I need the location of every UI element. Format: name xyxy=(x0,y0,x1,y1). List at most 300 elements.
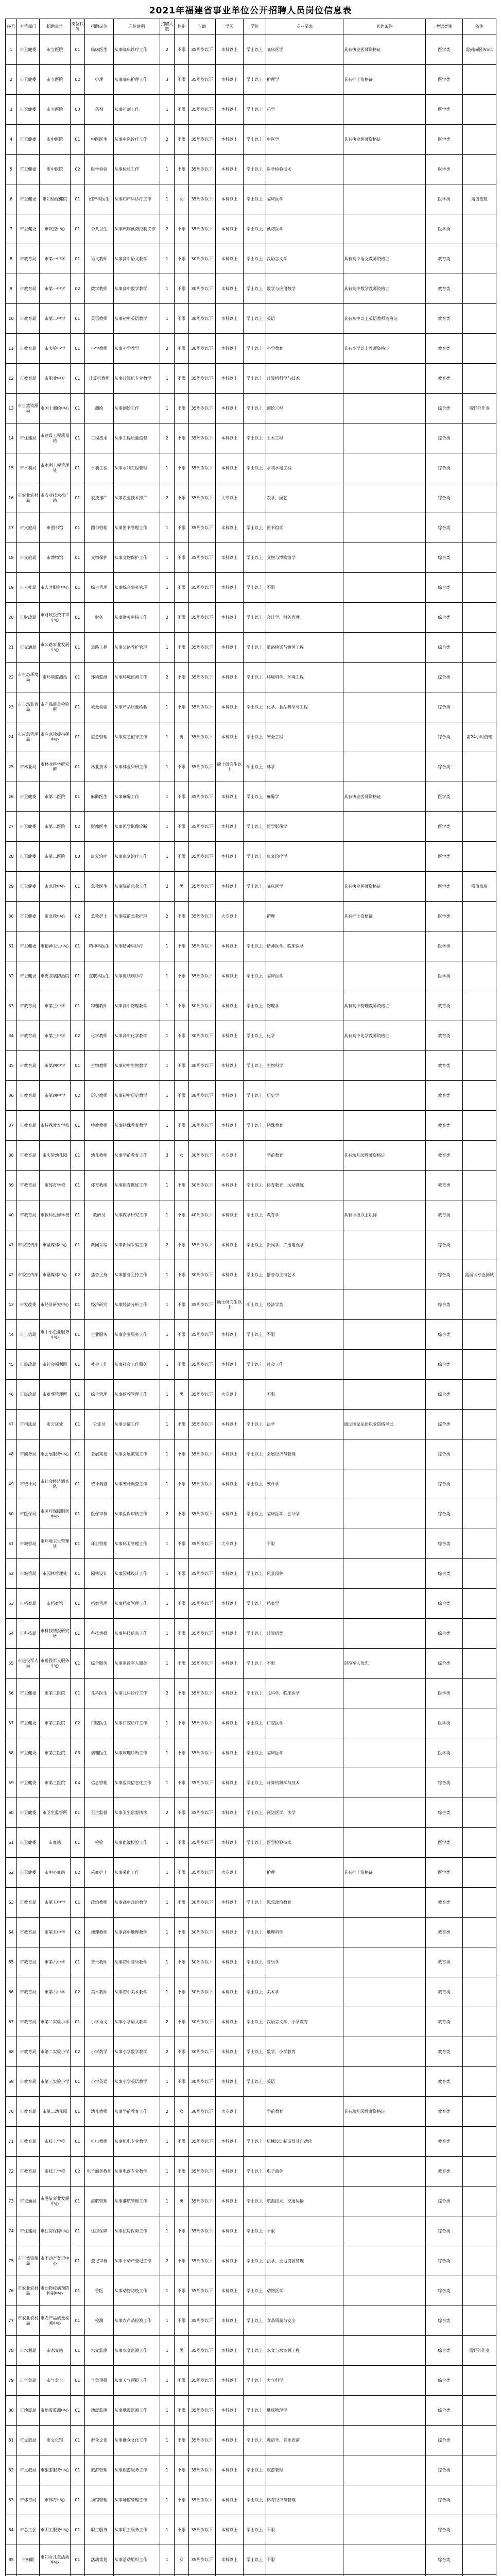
table-cell: 市工信局 xyxy=(17,1320,40,1350)
table-cell: 学士以上 xyxy=(244,782,266,812)
table-cell: 市公证处 xyxy=(40,1410,71,1439)
table-cell: 从事高中数学教学 xyxy=(114,274,160,304)
table-cell: 不限 xyxy=(175,453,189,483)
table-cell: 1 xyxy=(160,842,175,872)
table-cell: 01 xyxy=(71,453,85,483)
table-row xyxy=(6,394,496,423)
table-cell: 学士以上 xyxy=(244,1589,266,1619)
table-cell: 35周岁以下 xyxy=(189,2545,216,2575)
table-cell: 学士以上 xyxy=(244,1828,266,1858)
table-cell: 市文旅局 xyxy=(17,543,40,573)
table-cell: 01 xyxy=(71,2396,85,2426)
table-cell: 35周岁以下 xyxy=(189,2246,216,2276)
table-cell: 具有中级以上职称 xyxy=(343,1200,426,1230)
table-cell xyxy=(463,453,496,483)
table-cell: 登记审核 xyxy=(85,2246,114,2276)
table-cell: 35周岁以下 xyxy=(189,1469,216,1499)
table-cell: 医保审核 xyxy=(85,1499,114,1529)
table-cell: 35周岁以下 xyxy=(189,2336,216,2366)
table-cell: 教育类 xyxy=(426,2037,463,2067)
table-cell: 35周岁以下 xyxy=(189,423,216,453)
table-cell: 本科以上 xyxy=(216,2037,244,2067)
table-cell: 市环境监测站 xyxy=(40,663,71,692)
table-cell: 本科以上 xyxy=(216,1798,244,1828)
table-cell: 精神科医生 xyxy=(85,931,114,961)
table-cell: 具有执业医师资格证 xyxy=(343,872,426,902)
table-cell: 综合类 xyxy=(426,1469,463,1499)
table-cell: 经济学类 xyxy=(266,1290,343,1320)
table-cell: 英语 xyxy=(266,304,343,334)
table-cell: 预防医学 xyxy=(266,214,343,244)
table-cell xyxy=(343,2187,426,2216)
table-cell: 学士以上 xyxy=(244,184,266,214)
table-cell: 从事小学英语教学 xyxy=(114,2067,160,2097)
table-cell: 市产品质量检验所 xyxy=(40,692,71,722)
table-cell: 市教育局 xyxy=(17,2007,40,2037)
table-row xyxy=(6,423,496,453)
table-cell: 医学类 xyxy=(426,1828,463,1858)
table-cell: 具有高中化学教师资格证 xyxy=(343,1021,426,1051)
table-cell xyxy=(343,95,426,125)
table-cell: 本科以上 xyxy=(216,2306,244,2336)
table-cell: 机电教师 xyxy=(85,2127,114,2157)
table-cell: 综合类 xyxy=(426,1499,463,1529)
table-cell: 24 xyxy=(6,722,17,752)
table-cell: 音乐教师 xyxy=(85,1947,114,1977)
table-cell: 医学类 xyxy=(426,1858,463,1888)
table-cell xyxy=(463,931,496,961)
table-row xyxy=(6,2007,496,2037)
table-cell: 2 xyxy=(160,1230,175,1260)
table-cell: 综合类 xyxy=(426,1350,463,1380)
table-cell: 30周岁以下 xyxy=(189,1977,216,2007)
table-cell xyxy=(343,2246,426,2276)
table-cell: 学士以上 xyxy=(244,334,266,364)
table-cell xyxy=(463,1200,496,1230)
table-cell: 1 xyxy=(160,1918,175,1947)
table-cell: 2 xyxy=(160,2037,175,2067)
table-cell: 市教育局 xyxy=(17,1918,40,1947)
table-cell xyxy=(463,603,496,633)
table-cell: 学士以上 xyxy=(244,453,266,483)
table-cell: 市卫健委 xyxy=(17,931,40,961)
table-cell: 精神医学、临床医学 xyxy=(266,931,343,961)
table-cell: 从事口腔诊疗工作 xyxy=(114,1708,160,1738)
table-cell: 02 xyxy=(71,1260,85,1290)
table-cell xyxy=(343,2157,426,2187)
table-cell xyxy=(343,1529,426,1559)
table-row xyxy=(6,1798,496,1828)
table-cell: 学士以上 xyxy=(244,1798,266,1828)
table-cell: 01 xyxy=(71,1439,85,1469)
table-cell xyxy=(343,722,426,752)
table-cell: 教育类 xyxy=(426,1918,463,1947)
table-cell: 综合管理 xyxy=(85,573,114,603)
table-cell: 学士以上 xyxy=(244,2485,266,2515)
table-row xyxy=(6,244,496,274)
table-cell: 学士以上 xyxy=(244,1619,266,1649)
table-cell: 综合类 xyxy=(426,2216,463,2246)
table-cell xyxy=(343,513,426,543)
table-cell xyxy=(463,812,496,842)
table-cell: 学士以上 xyxy=(244,155,266,184)
table-cell: 1 xyxy=(160,2485,175,2515)
table-cell xyxy=(463,2187,496,2216)
table-cell: 教育类 xyxy=(426,991,463,1021)
table-cell: 女 xyxy=(175,2097,189,2127)
table-cell: 体育经济与管理 xyxy=(266,2485,343,2515)
table-cell: 1 xyxy=(160,2187,175,2216)
table-cell: 35周岁以下 xyxy=(189,1230,216,1260)
table-cell: 综合类 xyxy=(426,2515,463,2545)
table-cell: 住房保障 xyxy=(85,2216,114,2246)
table-cell xyxy=(343,2127,426,2157)
table-cell: 市教育局 xyxy=(17,2067,40,2097)
table-cell: 采血护士 xyxy=(85,1858,114,1888)
table-cell: 机械设计制造及其自动化 xyxy=(266,2127,343,2157)
table-cell xyxy=(343,2276,426,2306)
table-cell: 从事学前教育工作 xyxy=(114,1141,160,1171)
table-cell: 道路桥梁与渡河工程 xyxy=(266,633,343,663)
table-cell: 通过国家法律职业资格考试 xyxy=(343,1410,426,1439)
table-cell: 气象预报 xyxy=(85,2366,114,2396)
table-cell: 1 xyxy=(160,1469,175,1499)
table-cell: 本科以上 xyxy=(216,603,244,633)
table-cell: 不限 xyxy=(175,2515,189,2545)
table-cell: 本科以上 xyxy=(216,961,244,991)
table-cell: 01 xyxy=(71,1200,85,1230)
table-cell: 市公路事业发展中心 xyxy=(40,633,71,663)
table-cell: 不限 xyxy=(175,692,189,722)
table-cell xyxy=(463,991,496,1021)
table-cell: 市旅游服务中心 xyxy=(40,2455,71,2485)
table-cell: 不限 xyxy=(175,991,189,1021)
table-cell: 57 xyxy=(6,1708,17,1738)
table-cell: 学士以上 xyxy=(244,65,266,95)
table-row xyxy=(6,1708,496,1738)
table-row xyxy=(6,304,496,334)
table-row xyxy=(6,663,496,692)
table-cell: 教育类 xyxy=(426,304,463,334)
table-cell: 35周岁以下 xyxy=(189,1768,216,1798)
table-cell: 职工服务 xyxy=(85,2515,114,2545)
table-cell: 综合类 xyxy=(426,663,463,692)
table-cell: 具有小学以上教师资格证 xyxy=(343,334,426,364)
table-cell: 2 xyxy=(160,2246,175,2276)
table-cell: 医学类 xyxy=(426,65,463,95)
table-row xyxy=(6,2246,496,2276)
table-cell: 1 xyxy=(160,1529,175,1559)
table-cell: 本科以上 xyxy=(216,1081,244,1111)
table-cell xyxy=(463,95,496,125)
table-cell: 综合类 xyxy=(426,573,463,603)
table-cell: 35周岁以下 xyxy=(189,513,216,543)
table-cell: 医学类 xyxy=(426,1738,463,1768)
table-cell: 1 xyxy=(160,1081,175,1111)
table-cell: 需24小时值班 xyxy=(463,722,496,752)
table-cell: 1 xyxy=(160,2336,175,2366)
table-row xyxy=(6,573,496,603)
table-cell xyxy=(343,2396,426,2426)
table-cell: 1 xyxy=(160,394,175,423)
table-cell xyxy=(463,1708,496,1738)
table-cell: 市水利局 xyxy=(17,2336,40,2366)
table-cell: 播音与主持艺术 xyxy=(266,1260,343,1290)
table-cell: 学士以上 xyxy=(244,364,266,394)
table-cell xyxy=(343,1589,426,1619)
table-row xyxy=(6,842,496,872)
table-cell: 旅游管理 xyxy=(85,2455,114,2485)
table-cell: 本科以上 xyxy=(216,1888,244,1918)
table-cell: 计算机科学与技术 xyxy=(266,364,343,394)
table-cell: 地震监测 xyxy=(85,2396,114,2426)
table-row xyxy=(6,2306,496,2336)
table-cell: 学士以上 xyxy=(244,543,266,573)
table-row xyxy=(6,1230,496,1260)
table-cell: 市特殊教育学校 xyxy=(40,1111,71,1141)
table-cell: 不限 xyxy=(175,842,189,872)
table-cell: 30周岁以下 xyxy=(189,991,216,1021)
table-cell: 30周岁以下 xyxy=(189,244,216,274)
table-cell: 从事殡葬管理工作 xyxy=(114,1380,160,1410)
table-cell xyxy=(463,1230,496,1260)
table-cell: 77 xyxy=(6,2306,17,2336)
table-cell xyxy=(343,1081,426,1111)
table-cell: 从事小学语文教学 xyxy=(114,2007,160,2037)
table-cell: 市司法局 xyxy=(17,1410,40,1439)
table-cell: 03 xyxy=(71,95,85,125)
table-cell xyxy=(463,1051,496,1081)
table-cell: 3 xyxy=(6,95,17,125)
table-cell: 计算机教师 xyxy=(85,364,114,394)
table-cell: 土木工程 xyxy=(266,423,343,453)
table-cell: 1 xyxy=(160,782,175,812)
table-cell: 66 xyxy=(6,1977,17,2007)
table-cell: 35周岁以下 xyxy=(189,663,216,692)
table-cell: 市住房保障中心 xyxy=(40,2216,71,2246)
table-cell: 73 xyxy=(6,2187,17,2216)
table-row xyxy=(6,453,496,483)
table-cell: 学士以上 xyxy=(244,1708,266,1738)
table-cell: 学士以上 xyxy=(244,2336,266,2366)
table-cell: 不限 xyxy=(175,1111,189,1141)
table-cell xyxy=(463,2366,496,2396)
table-cell: 电子商务教师 xyxy=(85,2157,114,2187)
table-cell: 综合类 xyxy=(426,2545,463,2575)
table-cell: 具有高中语文教师资格证 xyxy=(343,244,426,274)
table-cell: 不限 xyxy=(175,1230,189,1260)
table-cell: 公证员 xyxy=(85,1410,114,1439)
table-cell: 市中小企业服务中心 xyxy=(40,1320,71,1350)
table-cell: 35周岁以下 xyxy=(189,752,216,782)
table-cell: 护理 xyxy=(266,1858,343,1888)
table-cell: 市教育局 xyxy=(17,2157,40,2187)
table-cell: 2 xyxy=(160,483,175,513)
table-cell xyxy=(463,1828,496,1858)
table-cell: 35周岁以下 xyxy=(189,1529,216,1559)
table-cell: 本科以上 xyxy=(216,35,244,65)
table-cell: 学士以上 xyxy=(244,125,266,155)
table-cell: 市教育局 xyxy=(17,364,40,394)
table-cell: 01 xyxy=(71,2067,85,2097)
table-cell: 学士以上 xyxy=(244,931,266,961)
table-cell: 01 xyxy=(71,125,85,155)
table-row xyxy=(6,1529,496,1559)
table-cell: 学士以上 xyxy=(244,1559,266,1589)
table-cell: 市第一中学 xyxy=(40,274,71,304)
table-cell: 中医学 xyxy=(266,125,343,155)
table-cell: 35周岁以下 xyxy=(189,692,216,722)
table-cell: 本科以上 xyxy=(216,1200,244,1230)
table-cell: 不限 xyxy=(175,304,189,334)
table-cell: 30周岁以下 xyxy=(189,334,216,364)
table-cell: 市气象台 xyxy=(40,2366,71,2396)
table-cell: 本科以上 xyxy=(216,394,244,423)
table-cell xyxy=(343,573,426,603)
table-cell: 45 xyxy=(6,1350,17,1380)
table-cell: 环卫管理 xyxy=(85,1529,114,1559)
table-cell: 财务 xyxy=(85,603,114,633)
table-cell: 本科以上 xyxy=(216,1589,244,1619)
table-cell: 01 xyxy=(71,2187,85,2216)
table-cell: 学士以上 xyxy=(244,722,266,752)
table-cell: 1 xyxy=(160,991,175,1021)
table-cell: 58 xyxy=(6,1738,17,1768)
column-header: 岗位说明 xyxy=(114,19,160,35)
table-cell: 市卫健委 xyxy=(17,842,40,872)
table-cell: 综合类 xyxy=(426,2485,463,2515)
table-cell: 46 xyxy=(6,1380,17,1410)
table-cell: 从事图书管理工作 xyxy=(114,513,160,543)
table-cell: 不限 xyxy=(175,1947,189,1977)
table-cell: 市应急管理局 xyxy=(17,722,40,752)
table-cell: 1 xyxy=(160,692,175,722)
table-cell: 水利水电工程 xyxy=(266,453,343,483)
table-cell: 48 xyxy=(6,1439,17,1469)
table-cell: 综合类 xyxy=(426,1230,463,1260)
table-cell: 农技推广 xyxy=(85,483,114,513)
table-cell: 硕士研究生以上 xyxy=(216,752,244,782)
table-cell: 市中医院 xyxy=(40,125,71,155)
table-cell xyxy=(463,543,496,573)
table-cell: 9 xyxy=(6,274,17,304)
table-row xyxy=(6,1738,496,1768)
column-header: 主管部门 xyxy=(17,19,40,35)
table-cell: 35周岁以下 xyxy=(189,2276,216,2306)
table-cell xyxy=(463,1439,496,1469)
table-cell: 不限 xyxy=(175,2157,189,2187)
table-cell: 教育类 xyxy=(426,274,463,304)
table-cell: 不限 xyxy=(175,1918,189,1947)
table-cell: 本科以上 xyxy=(216,274,244,304)
table-cell: 不限 xyxy=(266,1380,343,1410)
table-cell: 从事退役军人服务 xyxy=(114,1649,160,1679)
table-cell: 具有护士资格证 xyxy=(343,902,426,931)
table-cell: 1 xyxy=(160,1320,175,1350)
table-cell xyxy=(463,1410,496,1439)
table-cell: 市第二幼儿园 xyxy=(40,2097,71,2127)
table-cell: 1 xyxy=(160,1738,175,1768)
table-cell: 1 xyxy=(160,1768,175,1798)
table-cell xyxy=(463,1589,496,1619)
table-cell: 01 xyxy=(71,2366,85,2396)
table-cell xyxy=(343,1111,426,1141)
table-cell: 市民政局 xyxy=(17,1350,40,1380)
table-cell: 市教育局 xyxy=(17,1888,40,1918)
table-cell: 市职业中专 xyxy=(40,364,71,394)
table-cell xyxy=(343,842,426,872)
table-cell xyxy=(244,1529,266,1559)
table-row xyxy=(6,872,496,902)
table-cell xyxy=(463,902,496,931)
table-cell: 文物与博物馆学 xyxy=(266,543,343,573)
table-cell: 01 xyxy=(71,1290,85,1320)
table-cell: 1 xyxy=(160,1858,175,1888)
table-cell: 市水文站 xyxy=(40,2336,71,2366)
table-cell: 学士以上 xyxy=(244,1947,266,1977)
table-cell: 学士以上 xyxy=(244,1499,266,1529)
table-cell: 市教育局 xyxy=(17,2127,40,2157)
table-cell: 学士以上 xyxy=(244,692,266,722)
table-cell: 临床医学 xyxy=(266,872,343,902)
table-cell xyxy=(463,274,496,304)
table-row xyxy=(6,931,496,961)
table-cell: 市卫健委 xyxy=(17,812,40,842)
table-cell: 市立医院 xyxy=(40,95,71,125)
table-cell: 教育类 xyxy=(426,1888,463,1918)
table-cell: 02 xyxy=(71,2157,85,2187)
table-cell: 具有高中物理教师资格证 xyxy=(343,991,426,1021)
table-cell: 水文监测 xyxy=(85,2336,114,2366)
table-row xyxy=(6,2127,496,2157)
table-cell: 1 xyxy=(160,1380,175,1410)
table-cell: 综合类 xyxy=(426,2306,463,2336)
table-cell: 学士以上 xyxy=(244,1171,266,1200)
table-cell: 学士以上 xyxy=(244,1350,266,1380)
table-cell: 从事康复治疗工作 xyxy=(114,842,160,872)
table-row xyxy=(6,1081,496,1111)
table-cell: 01 xyxy=(71,35,85,65)
table-cell: 1 xyxy=(160,1708,175,1738)
table-cell: 1 xyxy=(160,931,175,961)
table-cell: 35周岁以下 xyxy=(189,65,216,95)
table-cell: 综合类 xyxy=(426,1649,463,1679)
table-cell: 1 xyxy=(160,2396,175,2426)
table-cell: 综合管理 xyxy=(85,1380,114,1410)
table-cell: 35周岁以下 xyxy=(189,633,216,663)
table-cell: 不限 xyxy=(175,1081,189,1111)
table-cell: 从事初中英语教学 xyxy=(114,304,160,334)
table-cell: 需到岗服务5年 xyxy=(463,35,496,65)
table-cell: 从事住房保障工作 xyxy=(114,2216,160,2246)
table-cell: 教育类 xyxy=(426,1021,463,1051)
table-cell: 市教育局 xyxy=(17,304,40,334)
table-row xyxy=(6,155,496,184)
table-cell: 68 xyxy=(6,2037,17,2067)
table-cell: 35周岁以下 xyxy=(189,1858,216,1888)
table-row xyxy=(6,125,496,155)
table-cell: 市卫健委 xyxy=(17,872,40,902)
table-cell: 40 xyxy=(6,1200,17,1230)
table-cell: 01 xyxy=(71,1230,85,1260)
table-cell: 52 xyxy=(6,1559,17,1589)
table-cell: 综合类 xyxy=(426,692,463,722)
table-cell: 从事产品质量检验 xyxy=(114,692,160,722)
table-cell: 信息管理 xyxy=(85,1768,114,1798)
table-cell: 不限 xyxy=(175,1708,189,1738)
page-title: 2021年福建省事业单位公开招聘人员岗位信息表 xyxy=(149,6,352,16)
table-cell: 从事高中语文教学 xyxy=(114,244,160,274)
